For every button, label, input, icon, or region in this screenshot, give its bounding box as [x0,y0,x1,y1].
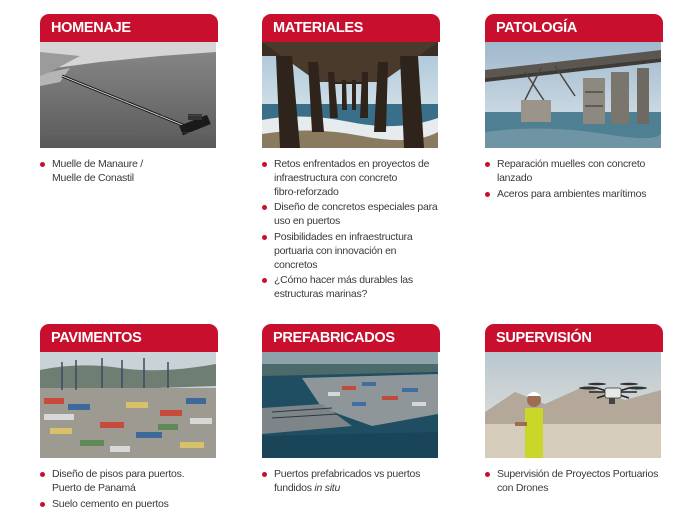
card-title: PREFABRICADOS [262,324,440,352]
bullet-list [40,468,218,511]
list-item: Posibilidades en infraestructura portuaria con innovación en concretos [262,231,440,272]
bullet-list [262,468,440,496]
card-homenaje [40,14,218,188]
card-pavimentos [40,324,218,513]
card-title: PATOLOGÍA [485,14,663,42]
bullet-list [485,158,663,201]
bullet-list [485,468,663,496]
card-prefabricados [262,324,440,498]
under-pier-photo [262,42,438,148]
damaged-pier-photo [485,42,661,148]
list-item: Retos enfrentados en proyectos de infraestructura con concreto fibro-reforzado [262,158,440,199]
card-materiales [262,14,440,304]
card-title: PAVIMENTOS [40,324,218,352]
card-title: SUPERVISIÓN [485,324,663,352]
pier-aerial-photo [40,42,216,148]
list-item: Muelle de Manaure / Muelle de Conastil [40,158,218,186]
card-title: MATERIALES [262,14,440,42]
aerial-port-photo [262,352,438,458]
bullet-list [40,158,218,186]
list-item: Aceros para ambientes marítimos [485,188,663,202]
list-item: Reparación muelles con concreto lanzado [485,158,663,186]
list-item: Supervisión de Proyectos Portuarios con Drones [485,468,663,496]
card-supervision [485,324,663,498]
list-item: ¿Cómo hacer más durables las estructuras marinas? [262,274,440,302]
list-item: Diseño de pisos para puertos. Puerto de Panamá [40,468,218,496]
list-item: Puertos prefabricados vs puertos fundidos in situ [262,468,440,496]
drone-supervision-photo [485,352,661,458]
list-item: Diseño de concretos especiales para uso en puertos [262,201,440,229]
card-patologia [485,14,663,203]
card-title: HOMENAJE [40,14,218,42]
bullet-list [262,158,440,302]
list-item: Suelo cemento en puertos [40,498,218,512]
container-port-photo [40,352,216,458]
